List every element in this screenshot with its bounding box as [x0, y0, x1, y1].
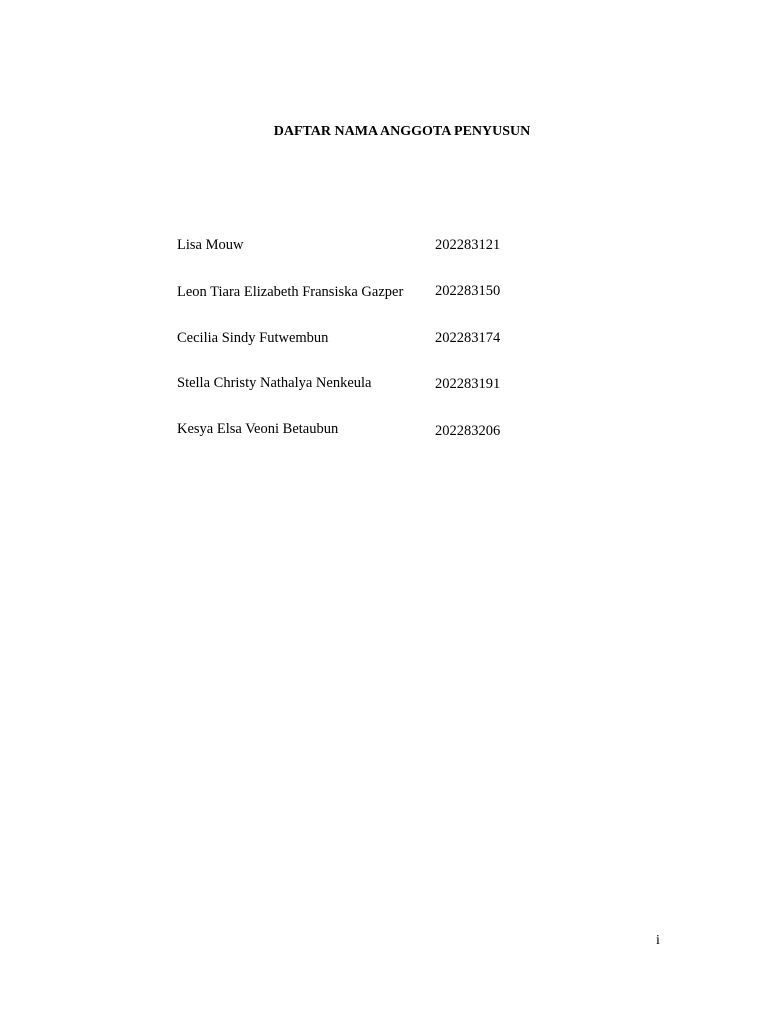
member-id: 202283121 [435, 237, 501, 253]
member-name: Stella Christy Nathalya Nenkeula [177, 375, 372, 391]
member-id: 202283206 [435, 423, 501, 439]
member-row [177, 282, 597, 302]
member-row [177, 235, 597, 255]
document-title: DAFTAR NAMA ANGGOTA PENYUSUN [273, 124, 531, 139]
member-row [177, 373, 597, 393]
member-name: Cecilia Sindy Futwembun [177, 330, 329, 346]
member-id: 202283150 [435, 283, 501, 299]
member-name: Lisa Mouw [177, 237, 244, 253]
member-list [177, 0, 597, 500]
page-number: i [656, 933, 660, 948]
member-id: 202283174 [435, 330, 501, 346]
member-id: 202283191 [435, 376, 501, 392]
member-row [177, 328, 597, 348]
member-name: Kesya Elsa Veoni Betaubun [177, 421, 339, 437]
member-name: Leon Tiara Elizabeth Fransiska Gazper [177, 284, 404, 300]
member-row [177, 419, 597, 439]
